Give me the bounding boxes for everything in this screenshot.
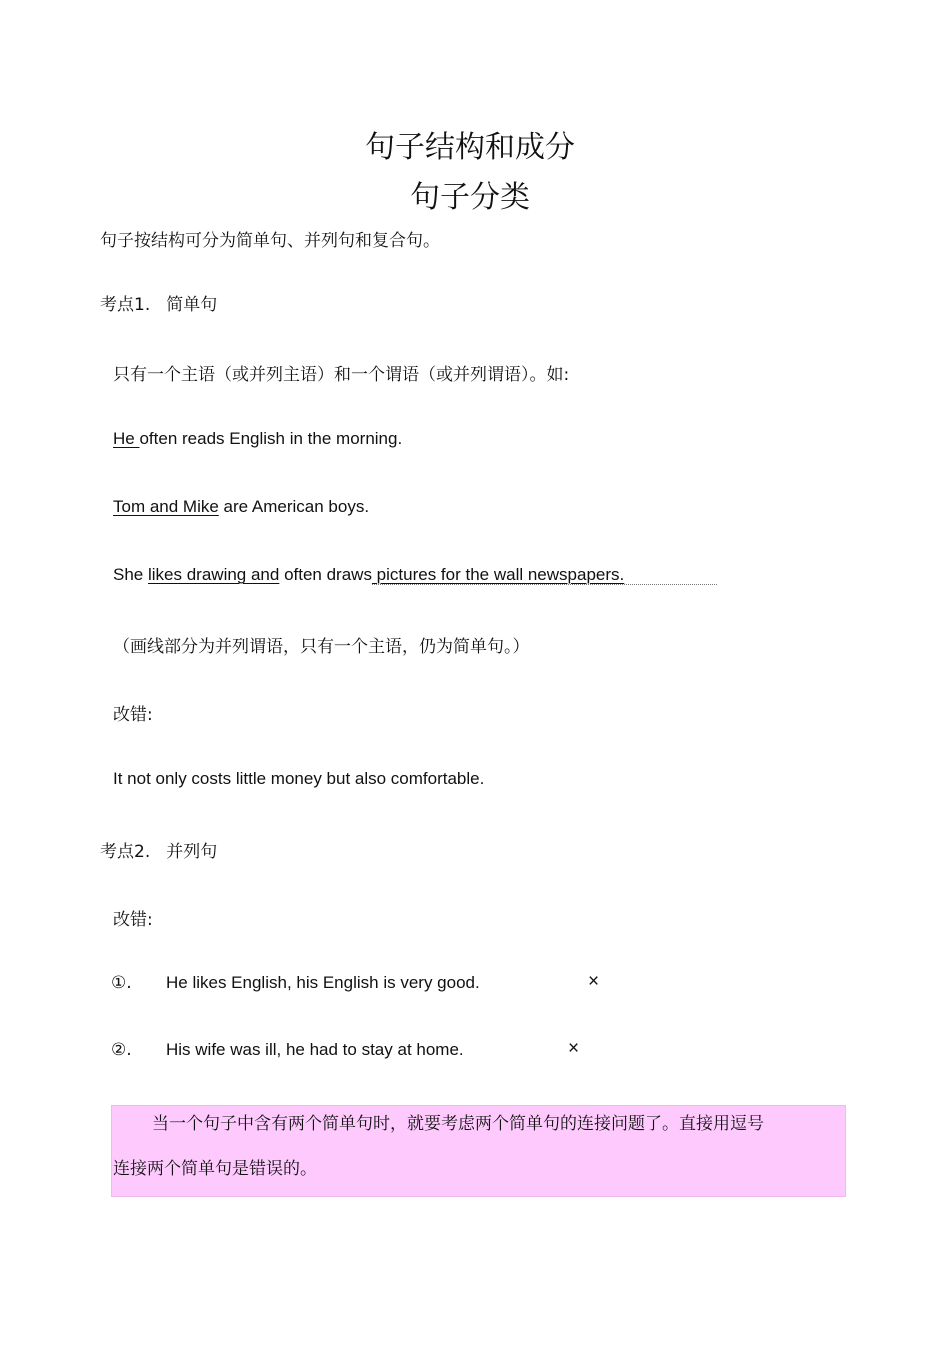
item-1-number: ①. — [111, 973, 132, 993]
example-sentence-1 — [113, 429, 402, 449]
example-2-subject: Tom and Mike — [113, 497, 219, 516]
item-2-text: His wife was ill, he had to stay at home. — [166, 1040, 464, 1059]
example-1-rest: often reads English in the morning. — [139, 429, 403, 448]
section2-correct-label: 改错: — [113, 910, 153, 930]
intro-text: 句子按结构可分为简单句、并列句和复合句。 — [100, 231, 440, 251]
item-2-wrong-mark: × — [568, 1038, 580, 1059]
section1-number: 考点1. — [100, 295, 151, 315]
highlight-box — [111, 1105, 846, 1197]
section1-correct-sentence: It not only costs little money but also comfortable. — [113, 769, 485, 788]
section1-definition: 只有一个主语（或并列主语）和一个谓语（或并列谓语）。如: — [113, 365, 570, 385]
item-1-text: He likes English, his English is very good. — [166, 973, 480, 992]
section2-heading — [100, 837, 217, 862]
example-sentence-3 — [113, 565, 717, 585]
example-3-predicate-2: pictures for the wall newspapers. — [372, 565, 717, 585]
highlight-line-2: 连接两个简单句是错误的。 — [113, 1159, 317, 1179]
example-3-start: She — [113, 565, 148, 584]
highlight-line-1: 当一个句子中含有两个简单句时，就要考虑两个简单句的连接问题了。直接用逗号 — [152, 1114, 764, 1134]
section1-correct-label: 改错: — [113, 705, 153, 725]
section1-note: （画线部分为并列谓语，只有一个主语，仍为简单句。） — [113, 637, 530, 657]
section2-number: 考点2. — [100, 842, 151, 862]
item-1-wrong-mark: × — [588, 971, 600, 992]
example-3-predicate-1: likes drawing and — [147, 565, 280, 584]
section1-label: 简单句 — [166, 295, 218, 315]
section2-label: 并列句 — [166, 842, 218, 862]
example-sentence-2 — [113, 497, 369, 517]
example-1-subject: He — [113, 429, 140, 448]
item-2-number: ②. — [111, 1040, 132, 1060]
section1-heading — [100, 290, 217, 315]
example-2-rest: are American boys. — [218, 497, 370, 516]
example-3-mid: often draws — [279, 565, 372, 584]
page-subtitle: 句子分类 — [410, 180, 530, 215]
page-title: 句子结构和成分 — [365, 130, 575, 165]
